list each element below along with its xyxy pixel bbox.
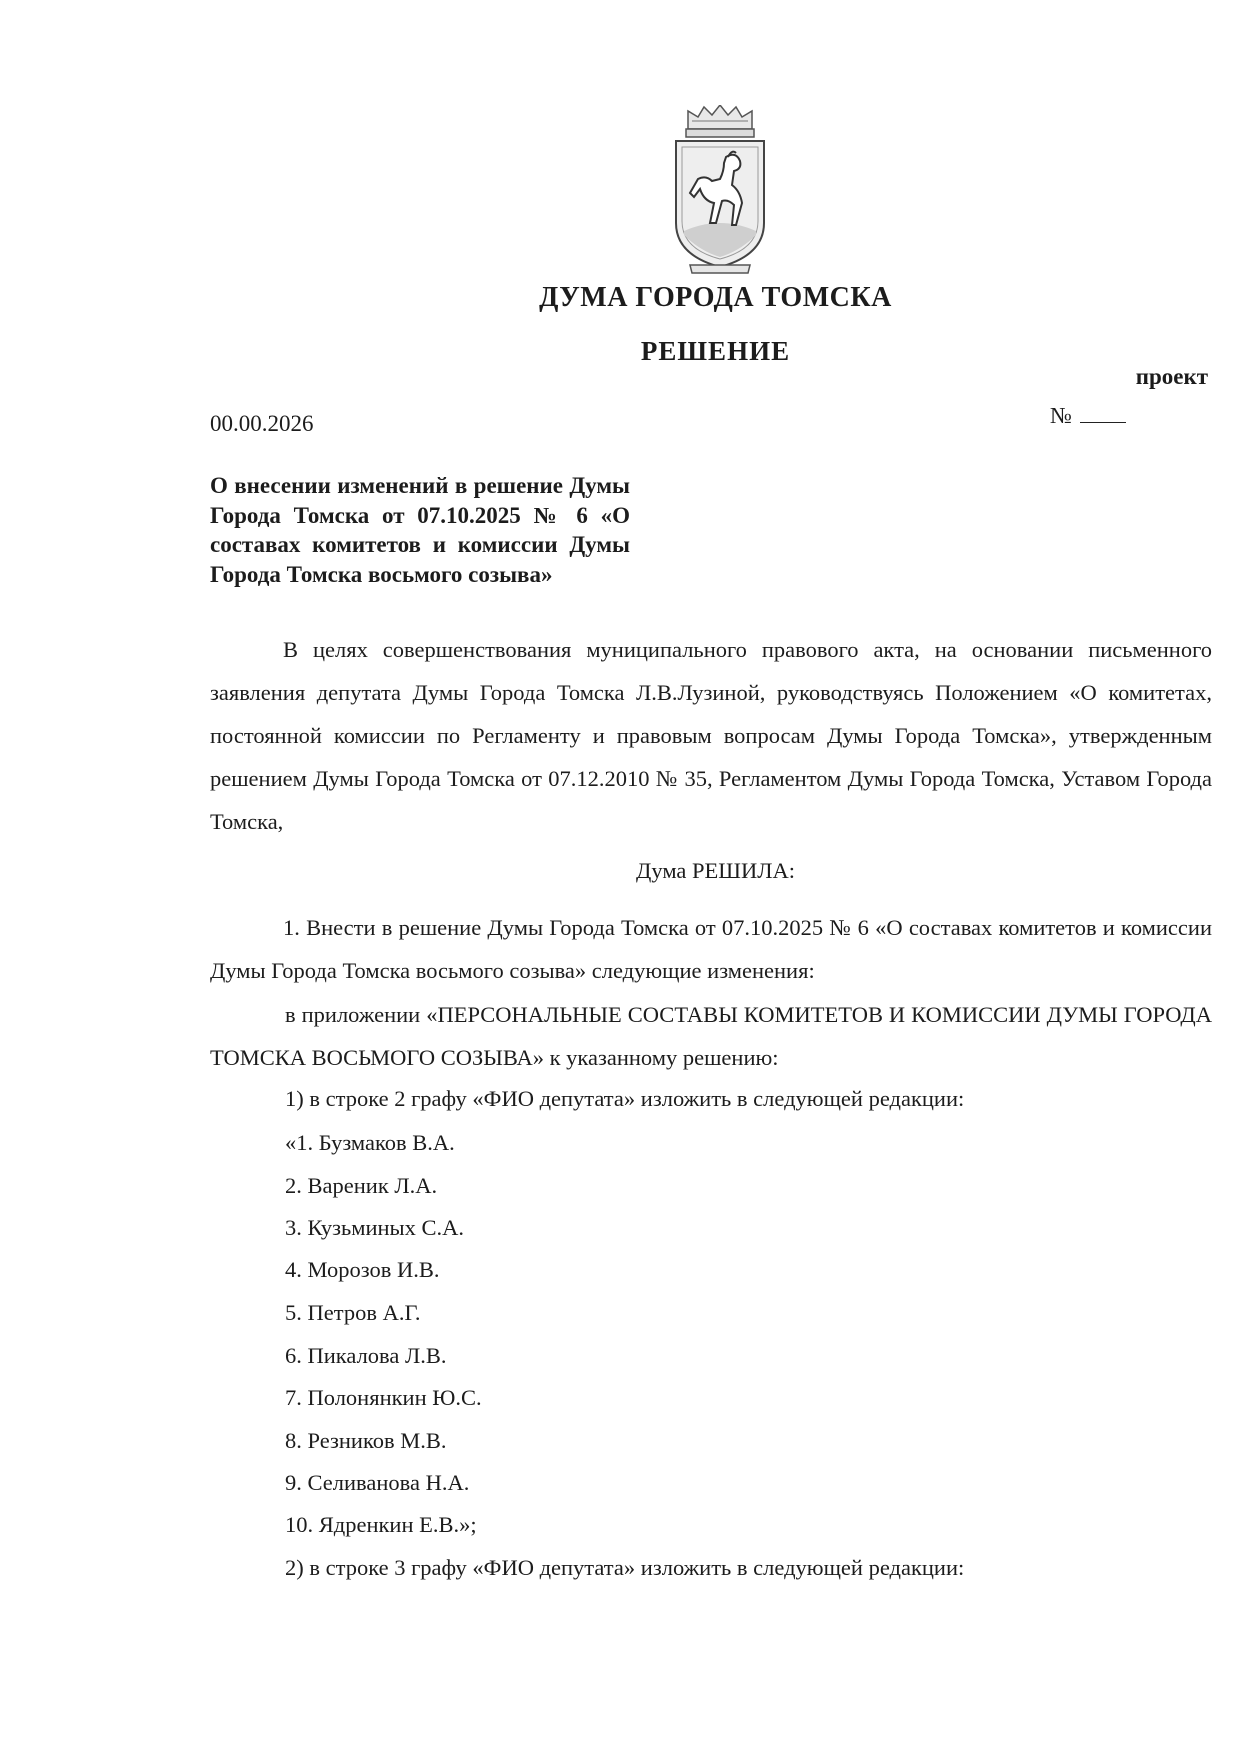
number-blank — [1080, 422, 1126, 423]
member-list-item: 9. Селиванова Н.А. — [285, 1470, 470, 1495]
member-list-item: 10. Ядренкин Е.В.»; — [285, 1512, 477, 1537]
document-subject: О внесении изменений в решение Думы Города Томска от 07.10.2025 № 6 «О составах комитетов и комиссии Думы Города Томска восьмого созыва» — [210, 473, 630, 587]
member-list-item: 2. Вареник Л.А. — [285, 1173, 438, 1198]
document-number — [1050, 403, 1126, 429]
member-list-item: 5. Петров А.Г. — [285, 1300, 421, 1325]
document-date: 00.00.2026 — [210, 411, 314, 436]
member-list-item: 6. Пикалова Л.В. — [285, 1343, 447, 1368]
preamble-paragraph: В целях совершенствования муниципального правового акта, на основании письменного заявления депутата Думы Города Томска Л.В.Лузиной, руководствуясь Положением «О комитетах, постоянной комиссии по Регламенту и правовым вопросам Думы Города Томска», утвержденным решением Думы Города Томска от 07.12.2010 № 35, Регламентом Думы Города Томска, Уставом Города Томска, — [210, 637, 1212, 834]
item-1-paragraph: 1. Внести в решение Думы Города Томска от 07.10.2025 № 6 «О составах комитетов и комиссии Думы Города Томска восьмого созыва» следующие изменения: — [210, 915, 1212, 983]
number-sign: № — [1050, 403, 1072, 428]
member-list-item: 8. Резников М.В. — [285, 1428, 447, 1453]
subitem-2: 2) в строке 3 графу «ФИО депутата» изложить в следующей редакции: — [285, 1555, 965, 1580]
member-list-item: 3. Кузьминых С.А. — [285, 1215, 465, 1240]
draft-label: проект — [1135, 364, 1208, 389]
appendix-intro-paragraph: в приложении «ПЕРСОНАЛЬНЫЕ СОСТАВЫ КОМИТЕТОВ И КОМИССИИ ДУМЫ ГОРОДА ТОМСКА ВОСЬМОГО СОЗЫВА» к указанному решению: — [210, 1002, 1212, 1070]
resolved-heading: Дума РЕШИЛА: — [636, 858, 795, 883]
member-list-item: 7. Полонянкин Ю.С. — [285, 1385, 482, 1410]
document-type-title: РЕШЕНИЕ — [640, 336, 791, 366]
organization-title: ДУМА ГОРОДА ТОМСКА — [539, 282, 892, 313]
member-list-item: «1. Бузмаков В.А. — [285, 1130, 455, 1155]
member-list-item: 4. Морозов И.В. — [285, 1257, 440, 1282]
subitem-1: 1) в строке 2 графу «ФИО депутата» изложить в следующей редакции: — [285, 1086, 965, 1111]
coat-of-arms-icon — [670, 105, 770, 277]
